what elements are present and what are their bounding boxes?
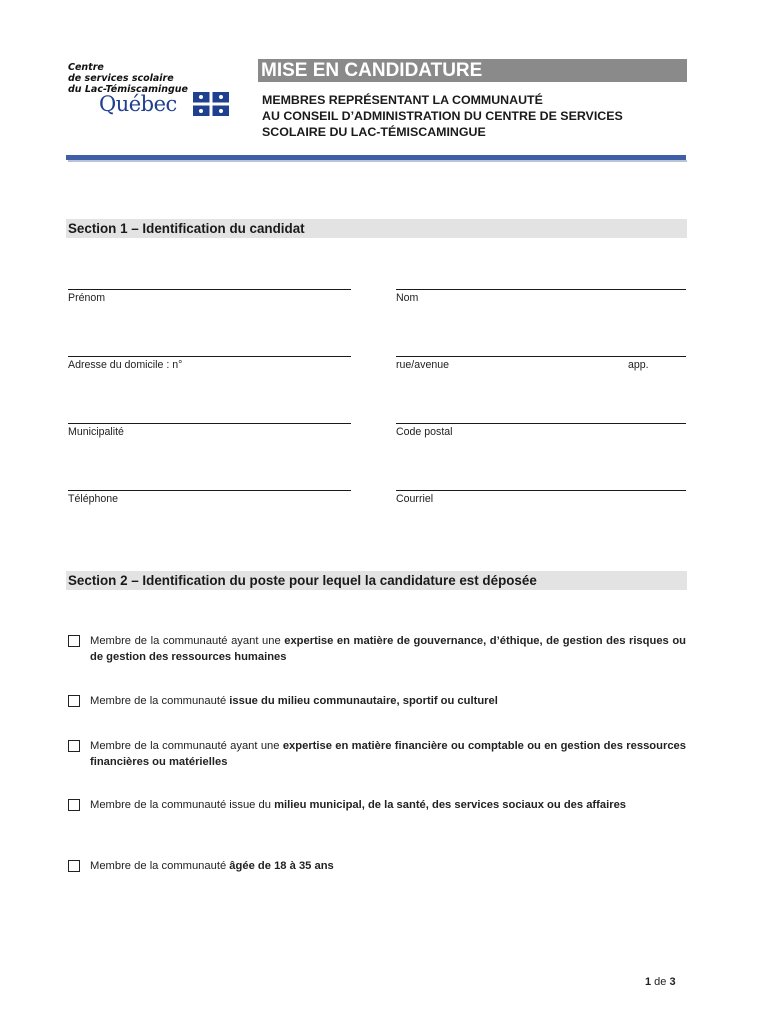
quebec-flag-icon (193, 92, 229, 116)
option1-label (90, 633, 686, 665)
page-current: 1 (645, 976, 652, 988)
option5-label (90, 858, 686, 874)
option2-emphasis: issue du milieu communautaire, sportif ou culturel (229, 695, 498, 707)
option4-checkbox[interactable] (68, 799, 80, 811)
subtitle-line2: AU CONSEIL D’ADMINISTRATION DU CENTRE DE SERVICES (262, 109, 623, 123)
option4-label (90, 797, 686, 813)
rue-field[interactable] (396, 356, 686, 357)
option1-text: Membre de la communauté ayant une (90, 635, 285, 647)
nom-label: Nom (396, 292, 419, 304)
page-subtitle (262, 92, 623, 140)
prenom-label: Prénom (68, 292, 106, 304)
app-label: app. (628, 359, 649, 371)
option4-emphasis: milieu municipal, de la santé, des services sociaux ou des affaires (274, 799, 627, 811)
option2-label (90, 693, 686, 709)
subtitle-line1: MEMBRES REPRÉSENTANT LA COMMUNAUTÉ (262, 93, 543, 107)
section1-title: Section 1 – Identification du candidat (68, 221, 305, 236)
option3-text: Membre de la communauté ayant une (90, 740, 283, 752)
organization-name-line3: du Lac-Témiscamingue (68, 84, 188, 95)
subtitle-line3: SCOLAIRE DU LAC-TÉMISCAMINGUE (262, 125, 486, 139)
adresse-numero-field[interactable] (68, 356, 351, 357)
organization-name-line2: de services scolaire (68, 73, 174, 84)
telephone-field[interactable] (68, 490, 351, 491)
adresse-label: Adresse du domicile : n° (68, 359, 183, 371)
option2-checkbox[interactable] (68, 695, 80, 707)
option5-checkbox[interactable] (68, 860, 80, 872)
option5-emphasis: âgée de 18 à 35 ans (229, 860, 334, 872)
rue-label: rue/avenue (396, 359, 450, 371)
code-postal-field[interactable] (396, 423, 686, 424)
page-total: 3 (669, 976, 676, 988)
option3-emphasis: expertise en matière financière ou comptable ou en gestion des ressources financières ou matérielles (90, 740, 686, 768)
option3-checkbox[interactable] (68, 740, 80, 752)
nom-field[interactable] (396, 289, 686, 290)
option3-label (90, 738, 686, 770)
option4-text: Membre de la communauté issue du (90, 799, 275, 811)
prenom-field[interactable] (68, 289, 351, 290)
page-number (645, 976, 676, 988)
courriel-field[interactable] (396, 490, 686, 491)
header-rule-shadow (68, 160, 687, 162)
telephone-label: Téléphone (68, 493, 119, 505)
header-rule (66, 155, 686, 160)
page-title: MISE EN CANDIDATURE (261, 60, 483, 81)
option5-text: Membre de la communauté (90, 860, 230, 872)
courriel-label: Courriel (396, 493, 434, 505)
option1-emphasis: expertise en matière de gouvernance, d’éthique, de gestion des risques ou de gestion des ressources humaines (90, 635, 686, 663)
municipalite-label: Municipalité (68, 426, 124, 438)
option1-checkbox[interactable] (68, 635, 80, 647)
organization-name (68, 62, 188, 95)
page-of: de (651, 976, 670, 988)
option2-text: Membre de la communauté (90, 695, 230, 707)
code-postal-label: Code postal (396, 426, 453, 438)
organization-name-line1: Centre (68, 62, 104, 73)
municipalite-field[interactable] (68, 423, 351, 424)
section2-title: Section 2 – Identification du poste pour lequel la candidature est déposée (68, 573, 537, 588)
quebec-wordmark: Québec (99, 92, 177, 116)
